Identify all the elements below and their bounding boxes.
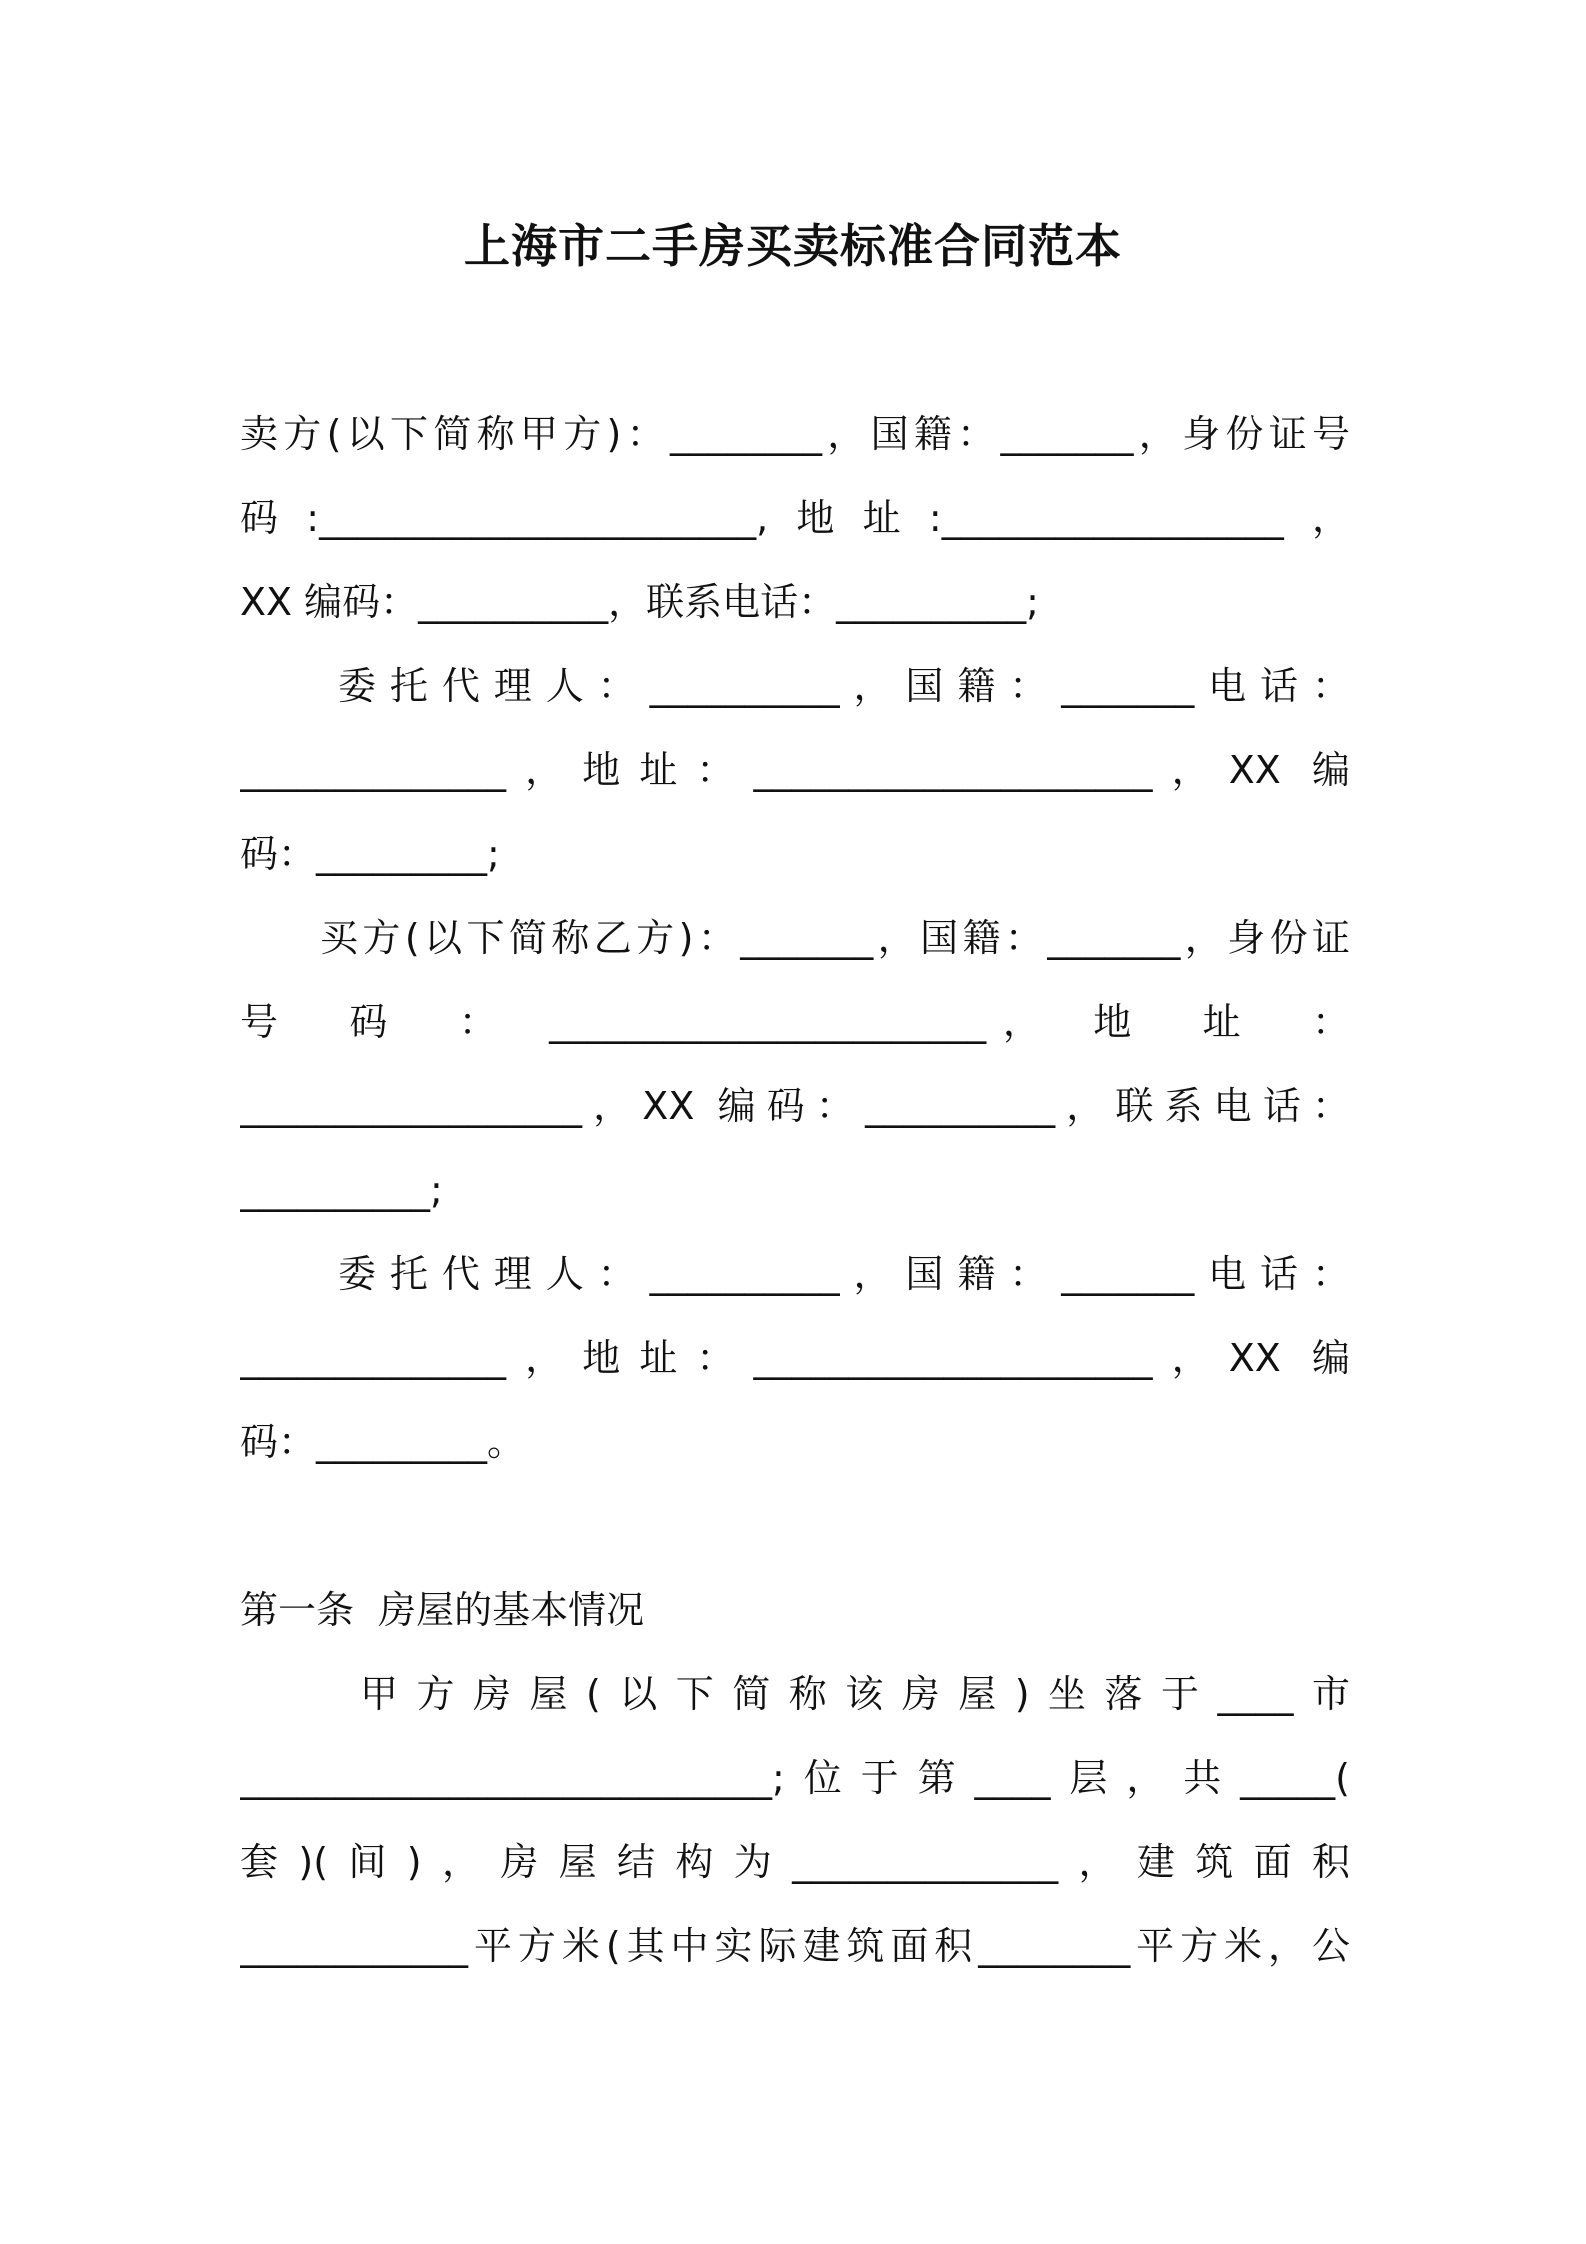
section-1-heading: 第一条 房屋的基本情况	[240, 1588, 645, 1632]
buyer-line-1: 买方(以下简称乙方)：_______，国籍：_______，身份证	[320, 916, 1350, 960]
buyer-line-2: 号 码 ： _______________________， 地 址 ：	[240, 1000, 1350, 1044]
seller-agent-line-2: ______________，地址：_____________________，XX 编	[240, 748, 1350, 792]
seller-line-2: 码:_______________________,地址:__________________，	[240, 496, 1350, 540]
section-1-line-4: ____________平方米(其中实际建筑面积________平方米，公	[240, 1924, 1350, 1968]
buyer-line-3: __________________，XX 编码：__________，联系电话：	[240, 1084, 1350, 1128]
section-1-line-3: 套)(间)，房屋结构为______________，建筑面积	[240, 1840, 1350, 1884]
seller-agent-line-3: 码：_________;	[240, 832, 500, 876]
buyer-agent-line-2: ______________，地址：_____________________，XX 编	[240, 1336, 1350, 1380]
seller-line-3: XX 编码：__________，联系电话：__________;	[240, 580, 1039, 624]
document-title: 上海市二手房买卖标准合同范本	[464, 219, 1122, 273]
seller-line-1: 卖方(以下简称甲方)：________，国籍：_______，身份证号	[240, 412, 1350, 456]
section-1-line-2: ____________________________;位于第____层，共_____(	[240, 1756, 1350, 1800]
seller-agent-line-1: 委托代理人：__________，国籍：_______电话：	[338, 664, 1350, 708]
section-1-line-1: 甲方房屋(以下简称该房屋)坐落于____市	[360, 1672, 1350, 1716]
buyer-line-4: __________;	[240, 1168, 443, 1212]
buyer-agent-line-3: 码：_________。	[240, 1420, 526, 1464]
buyer-agent-line-1: 委托代理人：__________，国籍：_______电话：	[338, 1252, 1350, 1296]
